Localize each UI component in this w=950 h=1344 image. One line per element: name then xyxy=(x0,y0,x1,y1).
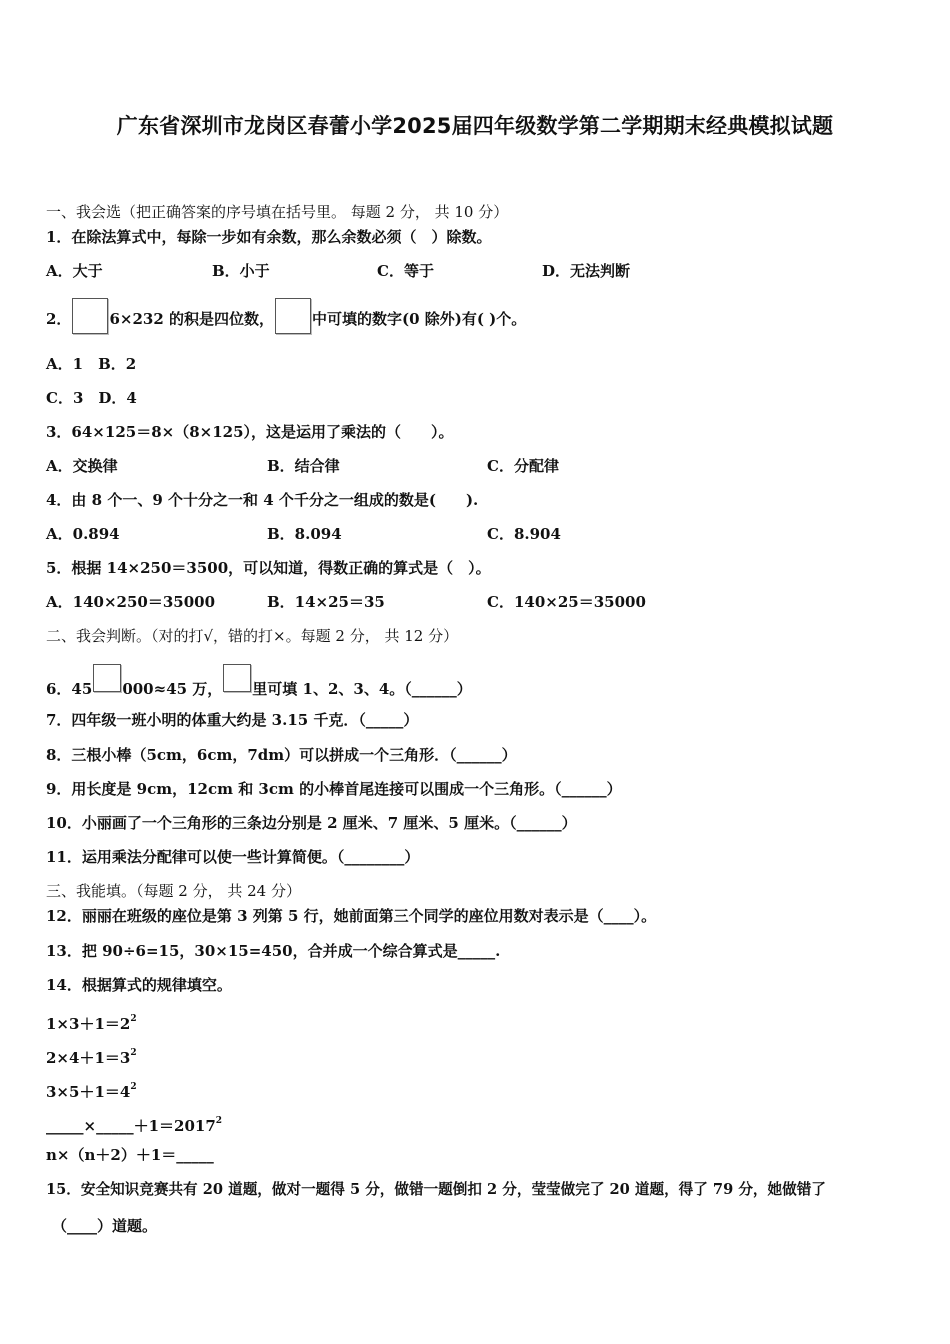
q1-option-c: C．等于 xyxy=(377,262,434,280)
question-14: 14．根据算式的规律填空。 xyxy=(46,976,232,994)
q6-blank-box-2 xyxy=(223,664,251,692)
q14-row-1-base: 1×3＋1＝2 xyxy=(46,1015,131,1033)
q2-options-cd: C．3 D．4 xyxy=(46,389,137,407)
q1-option-b: B．小于 xyxy=(212,262,270,280)
q2-text-end: 中可填的数字(0 除外)有( )个。 xyxy=(311,310,527,328)
q6-text-b: 000≈45 万， xyxy=(122,680,223,698)
question-10: 10．小丽画了一个三角形的三条边分别是 2 厘米、7 厘米、5 厘米。（______） xyxy=(46,814,577,832)
question-13: 13．把 90÷6=15，30×15=450，合并成一个综合算式是_____. xyxy=(46,942,501,960)
q6-text-c: 里可填 1、2、3、4。（______） xyxy=(252,680,472,698)
q14-row-4-base: _____×_____＋1＝2017 xyxy=(46,1117,216,1135)
q14-row-3 xyxy=(46,1077,137,1102)
question-15-cont: （____）道题。 xyxy=(52,1217,158,1235)
q3-option-a: A．交换律 xyxy=(46,457,118,475)
q5-option-a: A．140×250＝35000 xyxy=(46,593,216,611)
q14-row-3-exp: 2 xyxy=(130,1082,137,1092)
section-3-heading: 三、我能填。（每题 2 分， 共 24 分） xyxy=(46,882,301,900)
question-15: 15．安全知识竞赛共有 20 道题，做对一题得 5 分，做错一题倒扣 2 分，莹莹做完了 20 道题，得了 79 分，她做错了 xyxy=(46,1181,826,1198)
q5-option-b: B．14×25＝35 xyxy=(267,593,385,611)
q2-blank-box xyxy=(72,298,108,334)
q1-option-a: A．大于 xyxy=(46,262,103,280)
q3-option-b: B．结合律 xyxy=(267,457,340,475)
q6-blank-box xyxy=(93,664,121,692)
q4-option-c: C．8.904 xyxy=(487,525,561,543)
q14-row-3-base: 3×5＋1＝4 xyxy=(46,1083,131,1101)
q14-row-1 xyxy=(46,1009,137,1034)
q2-number: 2． xyxy=(46,310,72,328)
question-5: 5．根据 14×250＝3500，可以知道，得数正确的算式是（ ）。 xyxy=(46,559,491,577)
question-11: 11．运用乘法分配律可以使一些计算简便。（________） xyxy=(46,848,420,866)
q2-options-ab: A．1 B．2 xyxy=(46,355,137,373)
question-2 xyxy=(46,298,526,334)
question-6 xyxy=(46,664,472,699)
q14-row-5: n×（n＋2）＋1＝_____ xyxy=(46,1146,214,1164)
question-8: 8．三根小棒（5cm，6cm，7dm）可以拼成一个三角形．（______） xyxy=(46,746,517,764)
q6-text-a: 6．45 xyxy=(46,680,93,698)
question-4: 4．由 8 个一、9 个十分之一和 4 个千分之一组成的数是( ). xyxy=(46,491,479,509)
q14-row-2-exp: 2 xyxy=(130,1048,137,1058)
question-9: 9．用长度是 9cm，12cm 和 3cm 的小棒首尾连接可以围成一个三角形。（______） xyxy=(46,780,622,798)
q14-row-2-base: 2×4＋1＝3 xyxy=(46,1049,131,1067)
section-1-heading: 一、我会选（把正确答案的序号填在括号里。 每题 2 分， 共 10 分） xyxy=(46,203,509,221)
q2-text-mid: 6×232 的积是四位数， xyxy=(109,310,274,328)
q4-option-a: A．0.894 xyxy=(46,525,120,543)
q2-blank-box-2 xyxy=(275,298,311,334)
question-12: 12．丽丽在班级的座位是第 3 列第 5 行，她前面第三个同学的座位用数对表示是（____）。 xyxy=(46,907,657,925)
q14-row-4-exp: 2 xyxy=(215,1116,223,1126)
question-1: 1．在除法算式中，每除一步如有余数，那么余数必须（ ）除数。 xyxy=(46,228,492,246)
q5-option-c: C．140×25＝35000 xyxy=(487,593,646,611)
q14-row-1-exp: 2 xyxy=(130,1014,137,1024)
q3-option-c: C．分配律 xyxy=(487,457,559,475)
section-2-heading: 二、我会判断。（对的打√，错的打×。每题 2 分， 共 12 分） xyxy=(46,627,459,645)
question-7: 7．四年级一班小明的体重大约是 3.15 千克．（_____） xyxy=(46,711,419,729)
q4-option-b: B．8.094 xyxy=(267,525,342,543)
question-3: 3．64×125＝8×（8×125），这是运用了乘法的（ ）。 xyxy=(46,423,454,441)
q14-row-4 xyxy=(46,1111,222,1136)
q14-row-2 xyxy=(46,1043,137,1068)
q1-option-d: D．无法判断 xyxy=(542,262,631,280)
page-title: 广东省深圳市龙岗区春蕾小学2025届四年级数学第二学期期末经典模拟试题 xyxy=(116,114,834,138)
